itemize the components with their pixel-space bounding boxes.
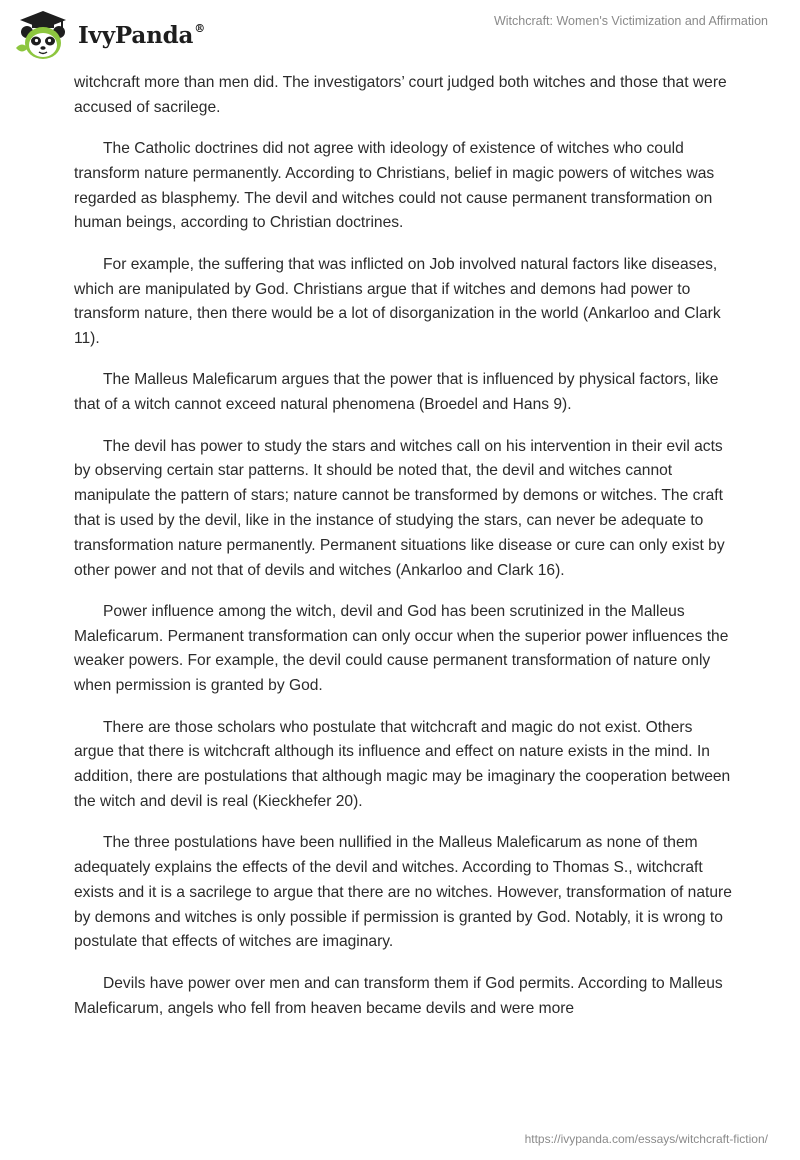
paragraph: The devil has power to study the stars and witches call on his intervention in their evil acts by observing certain star patterns. It should be noted that, the devil and witches cannot manipulate the pattern of stars; nature cannot be transformed by demons or witches. The craft that is used by the devil, like in the instance of studying the stars, can never be adequate to transformation nature permanently. Permanent situations like disease or cure can only exist by other power and not that of devils and witches (Ankarloo and Clark 16). (74, 437, 725, 579)
paragraph: The Catholic doctrines did not agree with ideology of existence of witches who could transform nature permanently. According to Christians, belief in magic powers of witches was regarded as blasphemy. The devil and witches could not cause permanent transformation on human beings, according to Christian doctrines. (74, 140, 715, 232)
panda-graduate-icon (14, 8, 72, 62)
paragraph: witchcraft more than men did. The investigators’ court judged both witches and those that were accused of sacrilege. (74, 74, 727, 116)
brand-name: IvyPanda® (78, 21, 205, 49)
paragraph: Devils have power over men and can transform them if God permits. According to Malleus Maleficarum, angels who fell from heaven became devils and were more (74, 974, 723, 1017)
paragraph: Power influence among the witch, devil and God has been scrutinized in the Malleus Maleficarum. Permanent transformation can only occur when the superior power influences the weaker powers. For example, the devil could cause permanent transformation of nature only when permission is granted by God. (74, 602, 729, 695)
source-url-link[interactable]: https://ivypanda.com/essays/witchcraft-fiction/ (524, 1132, 768, 1146)
essay-body (74, 71, 734, 1038)
paragraph: For example, the suffering that was inflicted on Job involved natural factors like diseases, which are manipulated by God. Christians argue that if witches and demons had power to transform nature, then there would be a lot of disorganization in the world (Ankarloo and Clark 11). (74, 255, 721, 348)
ivypanda-logo[interactable] (14, 8, 205, 62)
paragraph: There are those scholars who postulate that witchcraft and magic do not exist. Others argue that there is witchcraft although its influence and effect on nature exists in the mind. In addition, there are postulations that although magic may be imaginary the cooperation between the witch and devil is real (Kieckhefer 20). (74, 718, 731, 810)
page-header (0, 0, 800, 68)
paragraph: The Malleus Maleficarum argues that the power that is influenced by physical factors, like that of a witch cannot exceed natural phenomena (Broedel and Hans 9). (74, 371, 719, 414)
paragraph: The three postulations have been nullified in the Malleus Maleficarum as none of them adequately explains the effects of the devil and witches. According to Thomas S., witchcraft exists and it is a sacrilege to argue that there are no witches. However, transformation of nature by demons and witches is only possible if permission is granted by God. Notably, it is wrong to postulate that effects of witches are imaginary. (74, 834, 732, 951)
document-title: Witchcraft: Women's Victimization and Affirmation (493, 14, 768, 28)
